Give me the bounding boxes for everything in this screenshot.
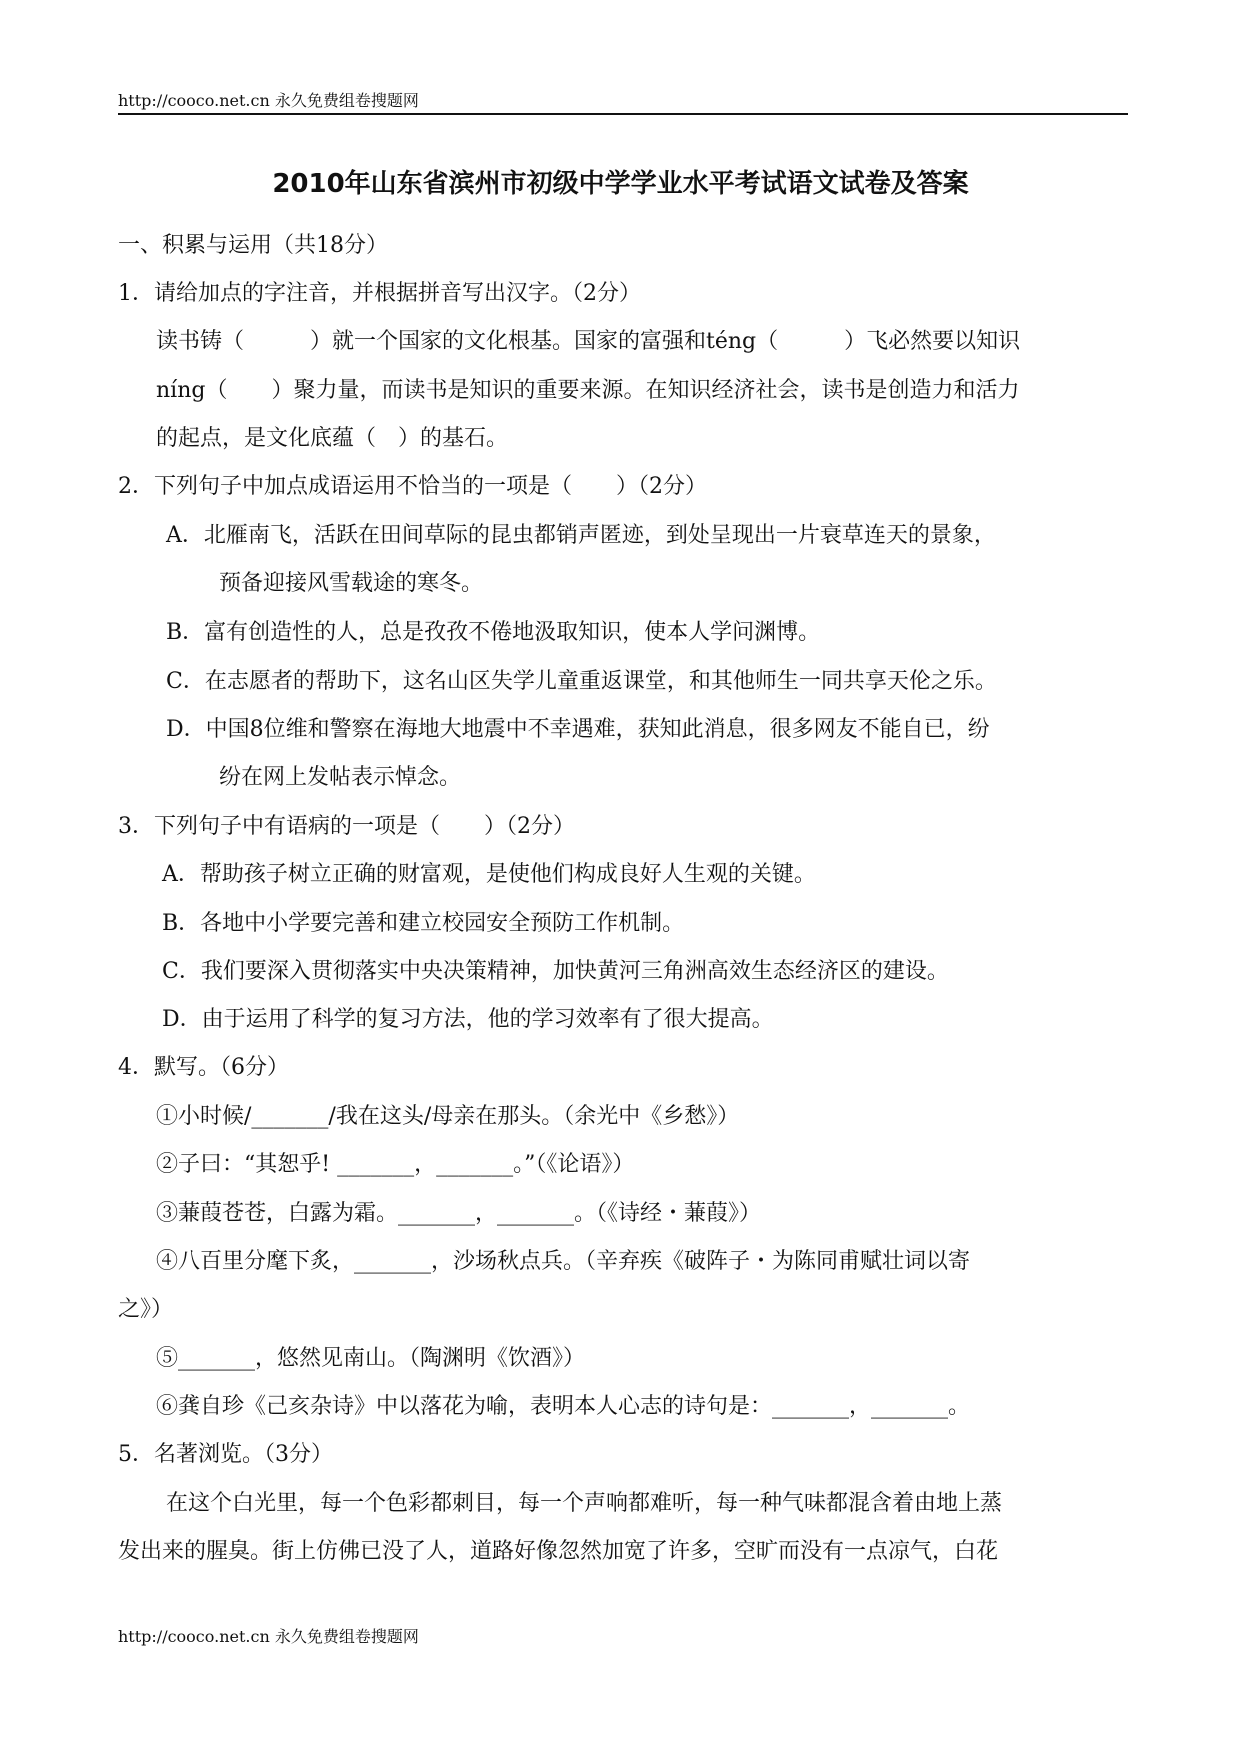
question-3-option-d: D．由于运用了科学的复习方法，他的学习效率有了很大提高。 bbox=[162, 1007, 774, 1032]
question-2-stem: 2．下列句子中加点成语运用不恰当的一项是（ ）（2分） bbox=[118, 474, 707, 499]
document-title: 2010年山东省滨州市初级中学学业水平考试语文试卷及答案 bbox=[272, 169, 969, 199]
section-heading: 一、积累与运用（共18分） bbox=[118, 233, 388, 258]
question-3-stem: 3．下列句子中有语病的一项是（ ）（2分） bbox=[118, 814, 575, 839]
question-3-option-a: A．帮助孩子树立正确的财富观，是使他们构成良好人生观的关键。 bbox=[162, 862, 816, 887]
question-5-passage-line-2: 发出来的腥臭。街上仿佛已没了人，道路好像忽然加宽了许多，空旷而没有一点凉气，白花 bbox=[118, 1539, 999, 1564]
question-5-stem: 5．名著浏览。（3分） bbox=[118, 1442, 333, 1467]
question-2-option-d: D．中国8位维和警察在海地大地震中不幸遇难，获知此消息，很多网友不能自已，纷 bbox=[166, 717, 990, 742]
question-4-item-3: ③蒹葭苍苍，白露为霜。_______，_______。（《诗经・蒹葭》） bbox=[156, 1201, 762, 1226]
question-4-item-5: ⑤_______，悠然见南山。（陶渊明《饮酒》） bbox=[156, 1346, 586, 1371]
question-4-item-4: ④八百里分麾下炙，_______，沙场秋点兵。（辛弃疾《破阵子・为陈同甫赋壮词以寄 bbox=[156, 1249, 971, 1274]
question-2-option-b: B．富有创造性的人，总是孜孜不倦地汲取知识，使本人学问渊博。 bbox=[166, 620, 821, 645]
header-divider bbox=[118, 113, 1128, 115]
question-2-option-c: C．在志愿者的帮助下，这名山区失学儿童重返课堂，和其他师生一同共享天伦之乐。 bbox=[166, 669, 997, 694]
question-1-line-2: níng（ ）聚力量，而读书是知识的重要来源。在知识经济社会，读书是创造力和活力 bbox=[156, 378, 1020, 403]
question-2-option-a-cont: 预备迎接风雪载途的寒冬。 bbox=[219, 571, 484, 596]
question-1-stem: 1．请给加点的字注音，并根据拼音写出汉字。（2分） bbox=[118, 281, 641, 306]
question-4-item-4-cont: 之》） bbox=[118, 1297, 174, 1322]
page-footer: http://cooco.net.cn 永久免费组卷搜题网 bbox=[118, 1627, 419, 1646]
question-3-option-b: B．各地中小学要完善和建立校园安全预防工作机制。 bbox=[162, 911, 685, 936]
question-2-option-d-cont: 纷在网上发帖表示悼念。 bbox=[219, 765, 462, 790]
question-1-line-1: 读书铸（ ）就一个国家的文化根基。国家的富强和téng（ ）飞必然要以知识 bbox=[156, 329, 1021, 354]
page-header: http://cooco.net.cn 永久免费组卷搜题网 bbox=[118, 91, 419, 110]
question-5-passage-line-1: 在这个白光里，每一个色彩都刺目，每一个声响都难听，每一种气味都混含着由地上蒸 bbox=[166, 1491, 1003, 1516]
question-1-line-3: 的起点，是文化底蕴（ ）的基石。 bbox=[156, 426, 509, 451]
question-2-option-a: A．北雁南飞，活跃在田间草际的昆虫都销声匿迹，到处呈现出一片衰草连天的景象， bbox=[166, 523, 996, 548]
question-4-stem: 4．默写。（6分） bbox=[118, 1055, 289, 1080]
question-4-item-1: ①小时候/_______/我在这头/母亲在那头。（余光中《乡愁》） bbox=[156, 1104, 740, 1129]
question-4-item-2: ②子曰：“其恕乎! _______，_______。”（《论语》） bbox=[156, 1152, 635, 1177]
question-4-item-6: ⑥龚自珍《己亥杂诗》中以落花为喻，表明本人心志的诗句是：_______，_______。 bbox=[156, 1394, 971, 1419]
question-3-option-c: C．我们要深入贯彻落实中央决策精神，加快黄河三角洲高效生态经济区的建设。 bbox=[162, 959, 949, 984]
